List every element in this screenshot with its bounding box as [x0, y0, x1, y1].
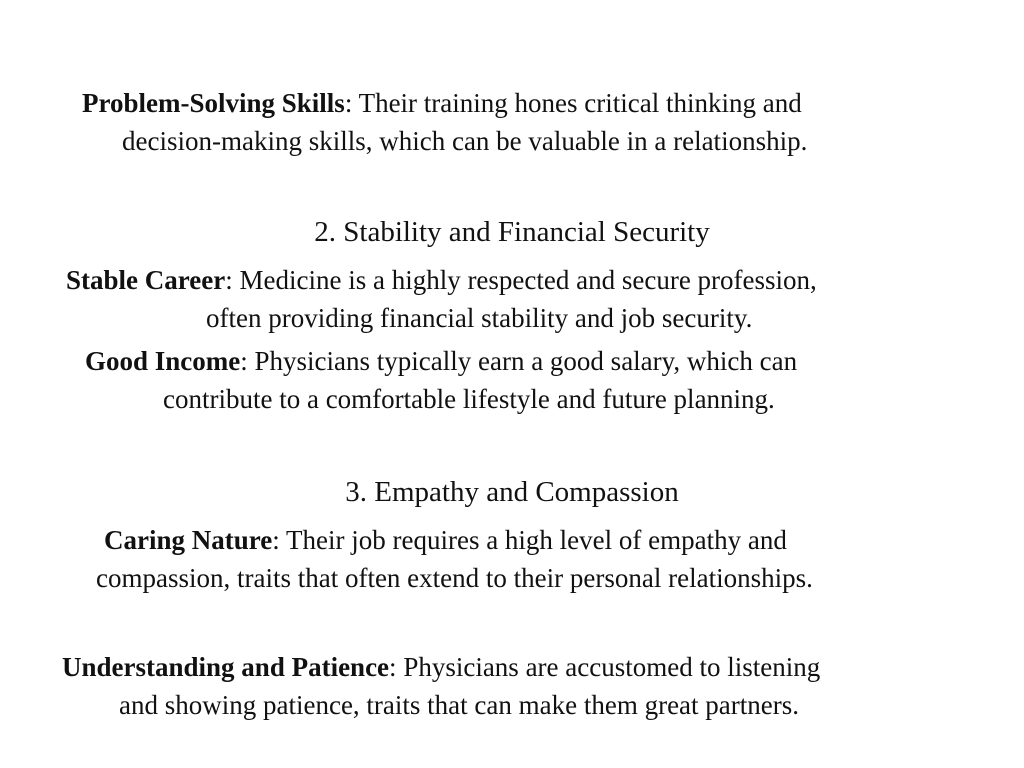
description-line-2: compassion, traits that often extend to their personal relationships. [96, 563, 813, 593]
description-line-1: Physicians are accustomed to listening [403, 652, 821, 682]
description-line-2: and showing patience, traits that can make them great partners. [119, 690, 799, 720]
separator: : [225, 265, 240, 295]
paragraph-understanding-and-patience [62, 648, 820, 724]
description-line-1: Their job requires a high level of empathy and [286, 525, 787, 555]
line-1 [104, 525, 787, 555]
description-line-2: often providing financial stability and job security. [206, 303, 753, 333]
separator: : [272, 525, 287, 555]
description-line-1: Medicine is a highly respected and secure profession, [239, 265, 817, 295]
separator: : [344, 88, 359, 118]
paragraph-stable-career [66, 261, 817, 337]
term: Problem-Solving Skills [82, 88, 345, 118]
line-1 [85, 346, 797, 376]
separator: : [389, 652, 404, 682]
term: Understanding and Patience [62, 652, 390, 682]
line-1 [82, 88, 802, 118]
section-heading-empathy: 3. Empathy and Compassion [345, 476, 679, 508]
paragraph-problem-solving-skills [82, 84, 807, 160]
paragraph-good-income [85, 342, 797, 418]
description-line-2: contribute to a comfortable lifestyle and future planning. [163, 384, 775, 414]
description-line-1: Physicians typically earn a good salary, which can [254, 346, 798, 376]
separator: : [240, 346, 255, 376]
line-1 [62, 652, 820, 682]
term: Caring Nature [104, 525, 273, 555]
term: Good Income [85, 346, 241, 376]
section-heading-stability: 2. Stability and Financial Security [314, 216, 710, 248]
paragraph-caring-nature [96, 521, 813, 597]
description-line-2: decision-making skills, which can be valuable in a relationship. [122, 126, 808, 156]
description-line-1: Their training hones critical thinking and [358, 88, 802, 118]
term: Stable Career [66, 265, 226, 295]
line-1 [66, 265, 817, 295]
